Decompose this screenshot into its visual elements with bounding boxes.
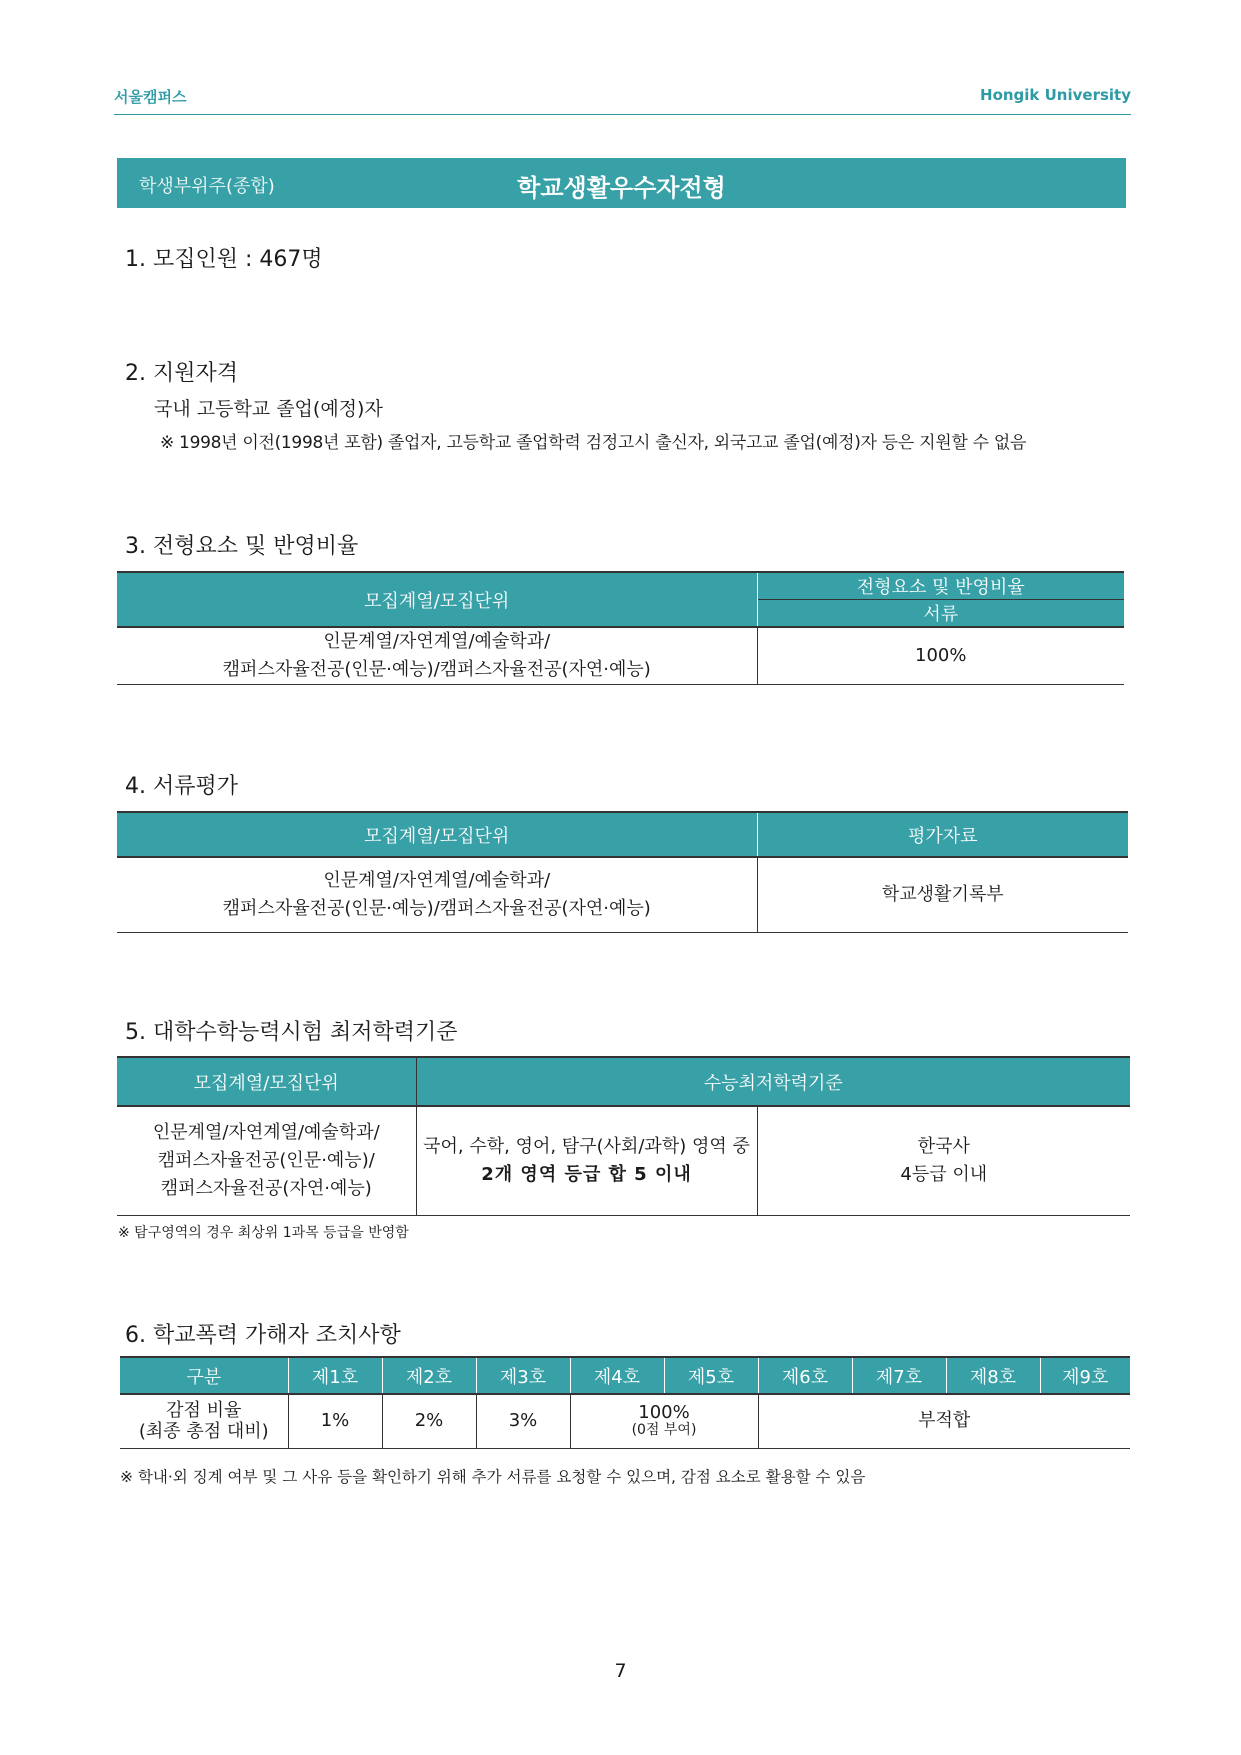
th-document: 서류 [757, 600, 1124, 628]
evaluation-material: 학교생활기록부 [757, 857, 1128, 932]
deduction-level-4-5-value: 100% [638, 1402, 690, 1424]
university-name: Hongik University [980, 86, 1131, 104]
title-banner [117, 158, 1126, 208]
th-ratio: 전형요소 및 반영비율 [757, 572, 1124, 600]
th-level-6: 제6호 [758, 1357, 852, 1394]
header-divider [114, 114, 1131, 115]
th-level-9: 제9호 [1040, 1357, 1130, 1394]
csat-minimum-table [117, 1056, 1130, 1216]
eligibility-note: ※ 1998년 이전(1998년 포함) 졸업자, 고등학교 졸업학력 검정고시 출신자, 외국고교 졸업(예정)자 등은 지원할 수 없음 [160, 433, 1027, 453]
unit-line-2: 캠퍼스자율전공(인문·예능)/캠퍼스자율전공(자연·예능) [222, 897, 651, 919]
th-unit: 모집계열/모집단위 [117, 572, 757, 627]
section-3-title: 3. 전형요소 및 반영비율 [125, 534, 359, 559]
unit-line-2: 캠퍼스자율전공(인문·예능)/캠퍼스자율전공(자연·예능) [222, 658, 651, 680]
deduction-level-6-9: 부적합 [758, 1394, 1130, 1448]
unit-line-1: 인문계열/자연계열/예술학과/ [152, 1121, 380, 1143]
korean-history-label: 한국사 [917, 1135, 970, 1157]
campus-label: 서울캠퍼스 [114, 88, 187, 106]
th-category: 구분 [120, 1357, 288, 1394]
unit-line-3: 캠퍼스자율전공(자연·예능) [160, 1177, 372, 1199]
school-violence-note: ※ 학내·외 징계 여부 및 그 사유 등을 확인하기 위해 추가 서류를 요청할 수 있으며, 감점 요소로 활용할 수 있음 [120, 1468, 866, 1486]
admission-category: 학생부위주(종합) [139, 176, 275, 197]
unit-cell [117, 1106, 416, 1215]
section-2-title: 2. 지원자격 [125, 361, 238, 386]
korean-history-grade: 4등급 이내 [900, 1163, 988, 1185]
admission-title: 학교생활우수자전형 [517, 174, 726, 202]
korean-history-cell [757, 1106, 1130, 1215]
condition-cell [416, 1106, 757, 1215]
page-number: 7 [614, 1660, 627, 1682]
th-level-5: 제5호 [664, 1357, 758, 1394]
th-standard: 수능최저학력기준 [416, 1057, 1130, 1106]
deduction-label-line-1: 감점 비율 [166, 1399, 242, 1421]
th-level-7: 제7호 [852, 1357, 946, 1394]
th-level-1: 제1호 [288, 1357, 382, 1394]
th-level-2: 제2호 [382, 1357, 476, 1394]
th-level-8: 제8호 [946, 1357, 1040, 1394]
th-unit: 모집계열/모집단위 [117, 1057, 416, 1106]
section-5-title: 5. 대학수학능력시험 최저학력기준 [125, 1020, 458, 1045]
deduction-label-line-2: (최종 총점 대비) [138, 1421, 269, 1443]
csat-note: ※ 탐구영역의 경우 최상위 1과목 등급을 반영함 [118, 1225, 409, 1241]
deduction-level-2: 2% [382, 1394, 476, 1448]
eligibility-text: 국내 고등학교 졸업(예정)자 [154, 398, 383, 420]
th-level-3: 제3호 [476, 1357, 570, 1394]
unit-cell [117, 627, 757, 684]
deduction-label [120, 1394, 288, 1448]
document-evaluation-table [117, 811, 1128, 933]
section-6-title: 6. 학교폭력 가해자 조치사항 [125, 1323, 401, 1348]
unit-line-1: 인문계열/자연계열/예술학과/ [323, 631, 551, 652]
document-ratio: 100% [757, 627, 1124, 684]
th-material: 평가자료 [757, 812, 1128, 857]
deduction-level-4-5 [570, 1394, 758, 1448]
deduction-level-4-5-note: (0점 부여) [631, 1422, 697, 1439]
condition-line-1: 국어, 수학, 영어, 탐구(사회/과학) 영역 중 [423, 1135, 750, 1157]
school-violence-table [120, 1356, 1130, 1449]
deduction-level-1: 1% [288, 1394, 382, 1448]
selection-ratio-table [117, 571, 1124, 685]
section-1-title: 1. 모집인원 : 467명 [125, 247, 323, 272]
deduction-level-3: 3% [476, 1394, 570, 1448]
unit-cell [117, 857, 757, 932]
unit-line-2: 캠퍼스자율전공(인문·예능)/ [157, 1149, 375, 1171]
condition-line-2: 2개 영역 등급 합 5 이내 [481, 1163, 692, 1185]
section-4-title: 4. 서류평가 [125, 774, 238, 799]
unit-line-1: 인문계열/자연계열/예술학과/ [323, 869, 551, 891]
th-level-4: 제4호 [570, 1357, 664, 1394]
th-unit: 모집계열/모집단위 [117, 812, 757, 857]
